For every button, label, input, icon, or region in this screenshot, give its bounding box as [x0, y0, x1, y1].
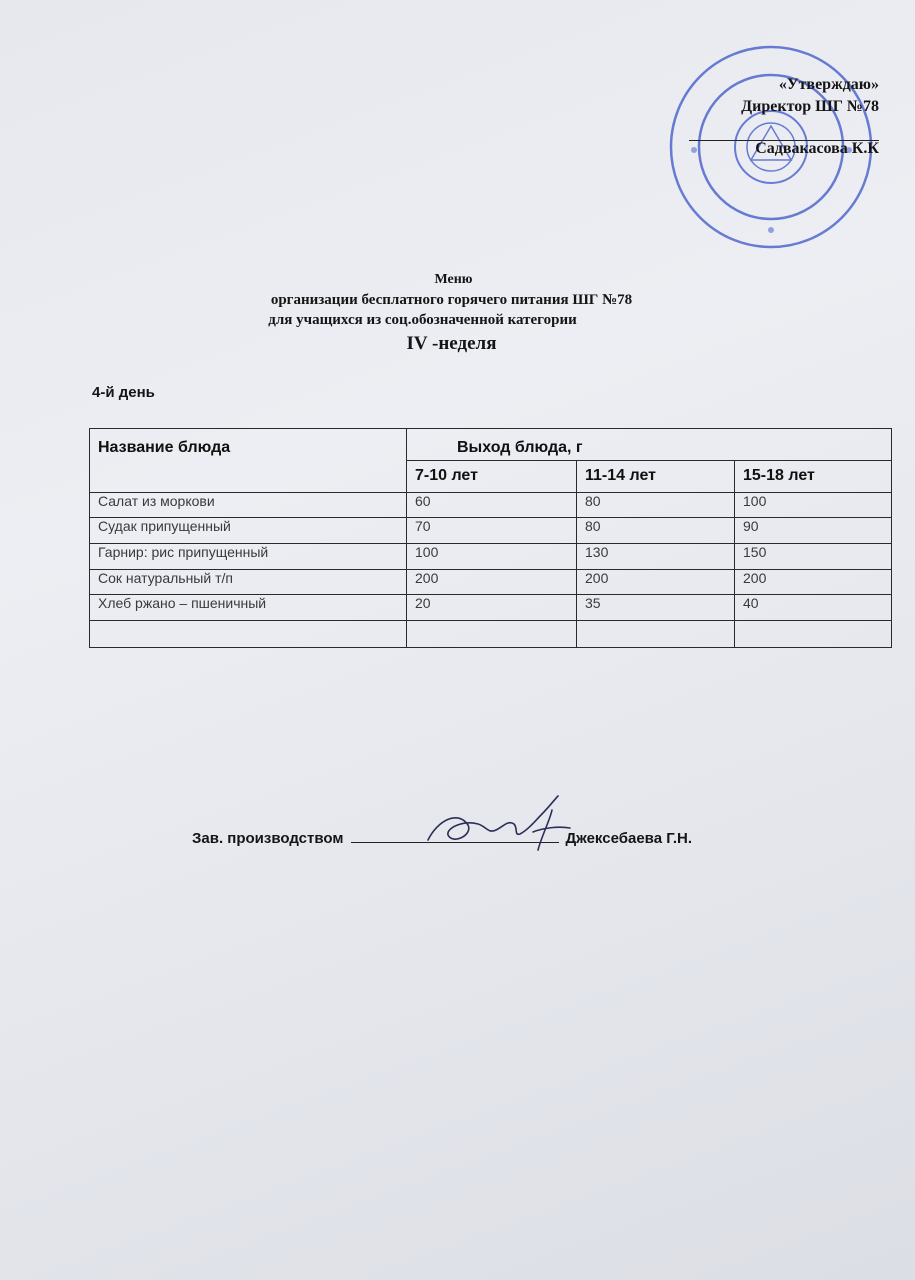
approval-name: Садвакасова К.К [755, 140, 879, 157]
header-yield: Выход блюда, г [407, 429, 892, 461]
approval-position: Директор ШГ №78 [741, 98, 879, 115]
title-category: для учащихся из соц.обозначенной категории [268, 312, 577, 328]
header-age-7-10: 7-10 лет [407, 461, 577, 493]
title-week: IV -неделя [406, 333, 497, 354]
document-title [0, 270, 915, 358]
yield-15-18: 90 [735, 518, 892, 544]
table-row [90, 570, 892, 595]
yield-15-18 [735, 621, 892, 648]
title-menu: Меню [434, 272, 473, 287]
signature-title: Зав. производством [192, 830, 344, 847]
dish-name: Гарнир: рис припущенный [90, 544, 407, 570]
signature-name: Джексебаева Г.Н. [565, 830, 692, 847]
table-row [90, 544, 892, 570]
yield-11-14: 80 [577, 493, 735, 518]
table-row-empty [90, 621, 892, 648]
yield-7-10 [407, 621, 577, 648]
table-row [90, 518, 892, 544]
handwritten-signature [418, 790, 578, 865]
yield-11-14: 130 [577, 544, 735, 570]
approval-signature-line [689, 140, 879, 141]
yield-7-10: 20 [407, 595, 577, 621]
header-age-15-18: 15-18 лет [735, 461, 892, 493]
header-age-11-14: 11-14 лет [577, 461, 735, 493]
yield-11-14 [577, 621, 735, 648]
yield-7-10: 60 [407, 493, 577, 518]
dish-name: Судак припущенный [90, 518, 407, 544]
yield-11-14: 35 [577, 595, 735, 621]
dish-name: Сок натуральный т/п [90, 570, 407, 595]
table-header-row [90, 429, 892, 461]
yield-7-10: 200 [407, 570, 577, 595]
dish-name: Салат из моркови [90, 493, 407, 518]
table-row [90, 595, 892, 621]
header-dish-name: Название блюда [90, 429, 407, 493]
yield-7-10: 70 [407, 518, 577, 544]
yield-11-14: 200 [577, 570, 735, 595]
day-label: 4-й день [92, 384, 155, 401]
approval-title: «Утверждаю» [778, 76, 879, 93]
menu-table [89, 428, 892, 648]
approval-block [741, 74, 879, 160]
dish-name: Хлеб ржано – пшеничный [90, 595, 407, 621]
yield-15-18: 40 [735, 595, 892, 621]
table-row [90, 493, 892, 518]
yield-15-18: 100 [735, 493, 892, 518]
yield-11-14: 80 [577, 518, 735, 544]
yield-7-10: 100 [407, 544, 577, 570]
yield-15-18: 150 [735, 544, 892, 570]
dish-name [90, 621, 407, 648]
title-organization: организации бесплатного горячего питания ШГ №78 [270, 292, 633, 308]
yield-15-18: 200 [735, 570, 892, 595]
